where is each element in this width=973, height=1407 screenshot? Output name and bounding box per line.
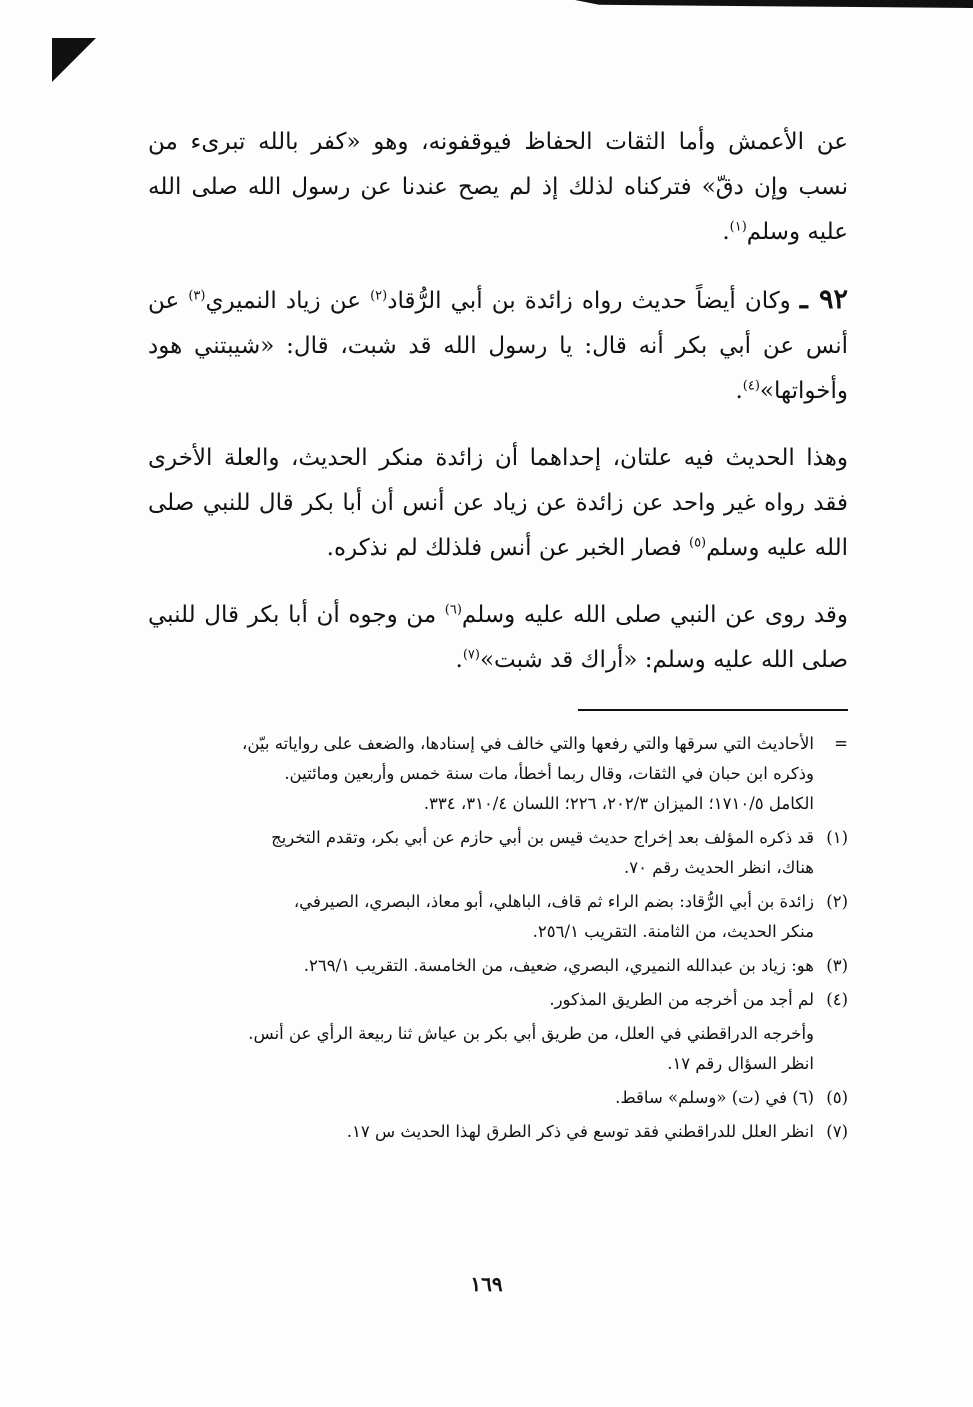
paragraph-text: وهذا الحديث فيه علتان، إحداهما أن زائدة منكر الحديث، والعلة الأخرى فقد رواه غير واحد عن زائدة عن زياد عن أنس أن أبا بكر قال للنبي صلى الله عليه وسلم [148,445,848,561]
footnote-line: لم أجد من أخرجه من الطريق المذكور. [549,990,814,1009]
footnote-body [148,951,814,981]
paragraph-text: وقد روى عن النبي صلى الله عليه وسلم [461,602,848,628]
footnote [148,1019,848,1079]
footnote [148,985,848,1015]
footnote-line: هو: زياد بن عبدالله النميري، البصري، ضعيف، من الخامسة. التقريب ٢٦٩/١. [303,956,814,975]
footnote-reference: (٥) [688,535,707,551]
footnote-line: وذكره ابن حبان في الثقات، وقال ربما أخطأ، مات سنة خمس وأربعين ومائتين. [284,764,814,783]
paragraph-text: . [722,219,730,245]
footnote-body [148,1083,814,1113]
footnote-marker: (٢) [826,892,848,911]
top-edge-rule [575,0,973,8]
paragraph-text: وكان أيضاً حديث رواه زائدة بن أبي الرُّقاد [387,288,800,314]
main-text [148,120,848,683]
footnote-separator [578,709,848,711]
footnote [148,951,848,981]
footnote-line: وأخرجه الدراقطني في العلل، من طريق أبي بكر بن عياش ثنا ربيعة الرأي عن أنس. [248,1024,814,1043]
footnote-reference: (٣) [188,288,206,304]
footnote-line: الكامل ١٧١٠/٥؛ الميزان ٢٠٢/٣، ٢٢٦؛ اللسان ٣١٠/٤، ٣٣٤. [423,794,814,813]
footnote-marker: (٥) [826,1088,848,1107]
footnote [148,729,848,819]
footnote [148,887,848,947]
corner-triangle-mark [52,38,96,82]
paragraph [148,120,848,255]
page-number: ١٦٩ [470,1272,503,1296]
footnote-line: هناك، انظر الحديث رقم ٧٠. [624,858,814,877]
footnote-reference: (١) [729,219,747,235]
footnote-line: انظر السؤال رقم ١٧. [667,1054,814,1073]
paragraph [148,277,848,414]
footnote-marker: (٧) [826,1122,848,1141]
paragraph-text: . [455,647,463,673]
footnote-line: الأحاديث التي سرقها والتي رفعها والتي خالف في إسنادها، والضعف على رواياته بيّن، [242,734,814,753]
paragraph-text: عن زياد النميري [205,288,371,314]
footnote-line: قد ذكره المؤلف بعد إخراج حديث قيس بن أبي حازم عن أبي بكر، وتقدم التخريج [271,828,814,847]
footnote-reference: (٦) [444,602,462,618]
footnote-marker: (٤) [826,990,848,1009]
paragraph [148,436,848,571]
footnote-marker: = [834,734,848,753]
footnote-line: انظر العلل للدراقطني فقد توسع في ذكر الطرق لهذا الحديث س ١٧. [346,1122,814,1141]
footnote-marker: (١) [826,828,848,847]
hadith-number: ٩٢ ـ [799,284,848,315]
paragraph-text: عن أنس عن أبي بكر أنه قال: يا رسول الله قد شبت، قال: «شيبتني هود وأخواتها» [148,288,848,404]
footnote-body [148,729,814,819]
footnote-body [148,887,814,947]
footnote-body [148,985,814,1015]
footnote-line: (٦) في (ت) «وسلم» ساقط. [615,1088,814,1107]
footnote [148,1083,848,1113]
footnote [148,823,848,883]
page-content [148,120,848,1151]
paragraph-text: من وجوه أن أبا بكر قال للنبي صلى الله عليه وسلم: «أراك قد شبت» [148,602,848,673]
footnote-reference: (٧) [462,647,480,663]
footnote-line: منكر الحديث، من الثامنة. التقريب ٢٥٦/١. [532,922,814,941]
footnote-marker: (٣) [826,956,848,975]
paragraph [148,593,848,683]
footnotes [148,729,848,1147]
footnote-body [148,823,814,883]
paragraph-text: . [735,378,743,404]
footnote-line: زائدة بن أبي الرُّقاد: بضم الراء ثم قاف، الباهلي، أبو معاذ، البصري، الصيرفي، [293,892,814,911]
footnote-reference: (٤) [742,378,760,394]
footnote-body [148,1019,814,1079]
footnote [148,1117,848,1147]
footnote-body [148,1117,814,1147]
footnote-marker [814,1019,848,1079]
paragraph-text: فصار الخبر عن أنس فلذلك لم نذكره. [326,535,689,561]
footnote-reference: (٢) [370,288,388,304]
paragraph-text: عن الأعمش وأما الثقات الحفاظ فيوقفونه، وهو «كفر بالله تبرىء من نسب وإن دقّ» فتركناه لذلك إذ لم يصح عندنا عن رسول الله صلى الله عليه وسلم [148,129,848,245]
